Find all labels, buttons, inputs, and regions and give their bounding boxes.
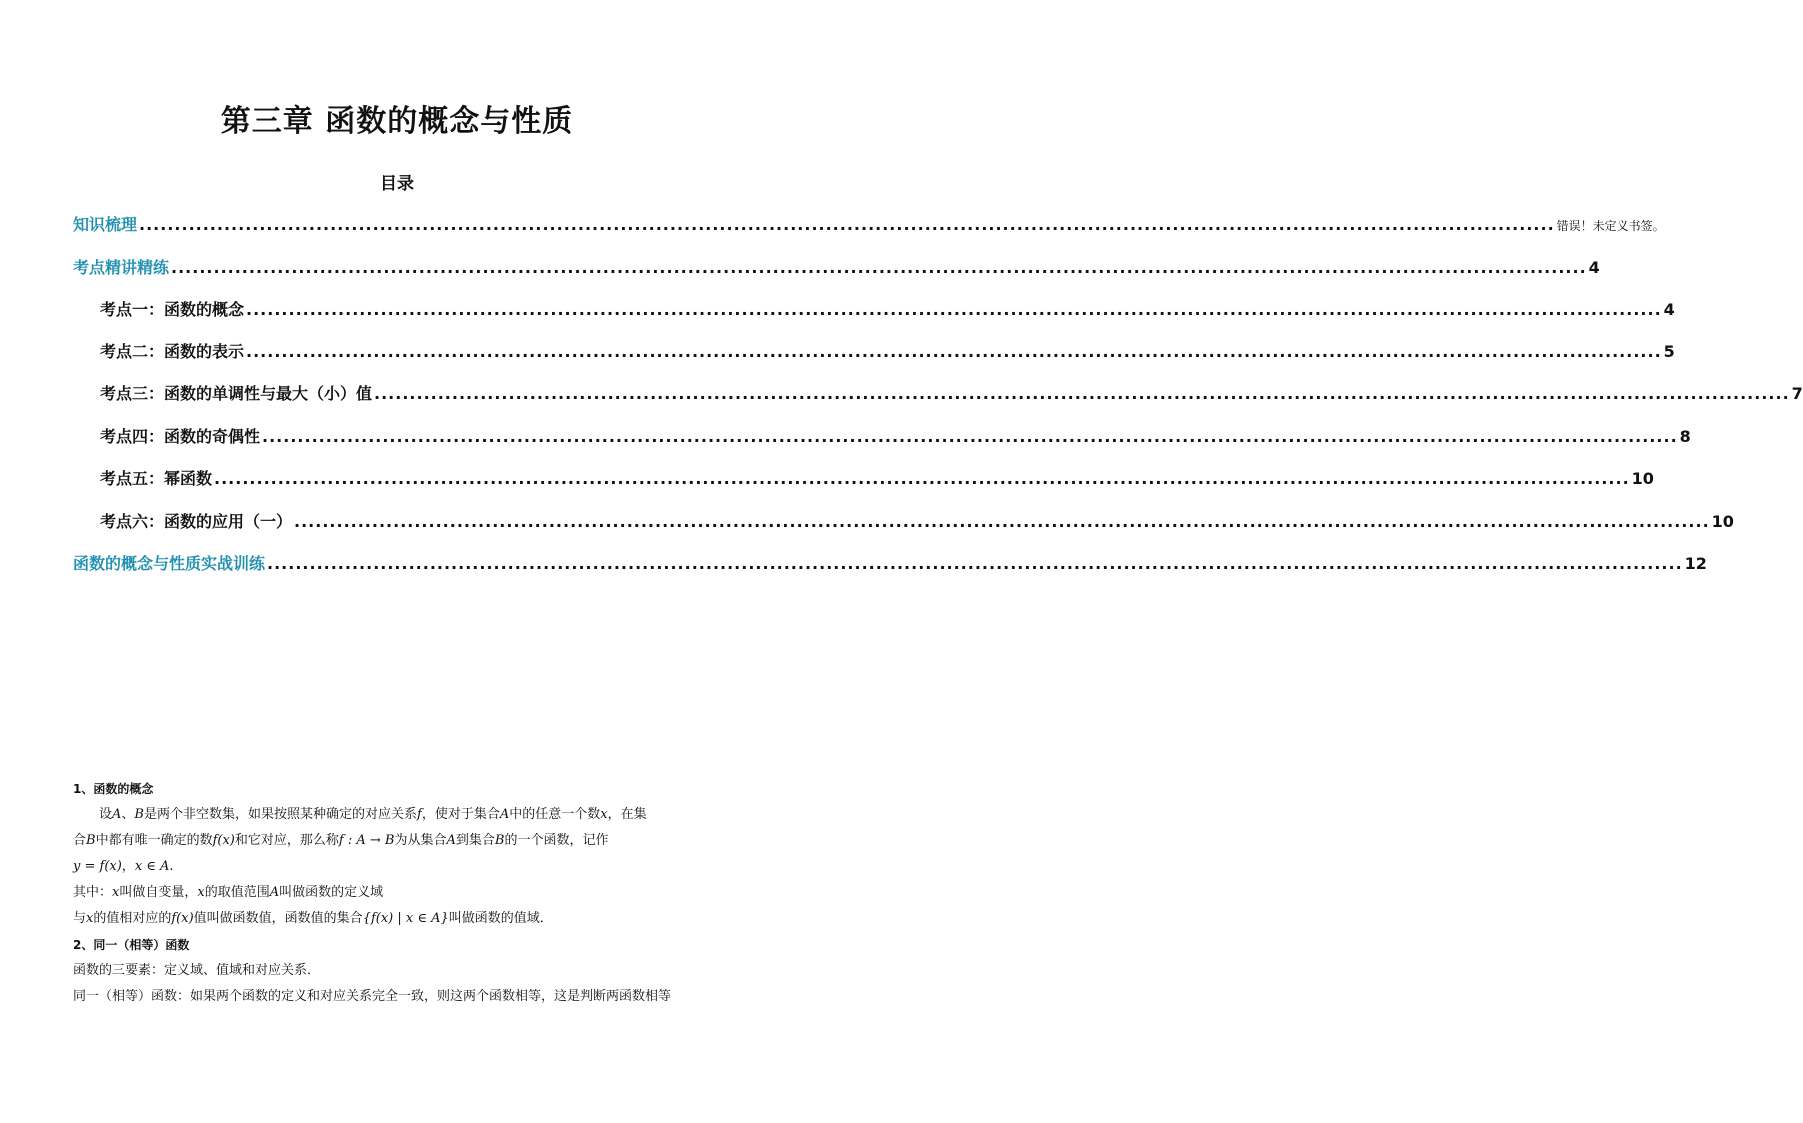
section-heading: 1、函数的概念	[73, 782, 154, 796]
toc-entry-page: 4	[1588, 258, 1600, 277]
toc-entry-label: 考点三：函数的单调性与最大（小）值	[100, 384, 373, 403]
math-expression: y = f(x)	[73, 859, 122, 874]
toc-entry-label: 考点精讲精练	[73, 258, 170, 277]
toc-entry-page: 7	[1791, 384, 1803, 403]
toc-entry-page: 8	[1679, 427, 1691, 446]
toc-entry-label: 知识梳理	[73, 215, 138, 234]
math-symbol: A	[269, 885, 280, 900]
math-symbol: B	[494, 833, 505, 848]
toc-entry-key-points[interactable]	[73, 255, 1600, 277]
toc-leader-dots: ........................................................................................................................................................................................................	[246, 342, 1662, 361]
math-expression: f(x)	[171, 911, 194, 926]
toc-entry-point-3[interactable]	[100, 381, 1803, 403]
toc-entry-label: 考点五：幂函数	[100, 469, 213, 488]
toc-entry-label: 考点六：函数的应用（一）	[100, 512, 293, 531]
definition-line-2: 合B中都有唯一确定的数f(x)和它对应，那么称f : A → B为从集合A到集合B的一个函数，记作	[73, 833, 609, 848]
toc-entry-point-4[interactable]	[100, 424, 1691, 446]
toc-entry-knowledge[interactable]	[73, 212, 1665, 234]
toc-leader-dots: ........................................................................................................................................................................................................	[374, 384, 1790, 403]
toc-entry-label: 考点二：函数的表示	[100, 342, 245, 361]
math-symbol: x	[112, 885, 120, 900]
math-symbol: B	[134, 807, 144, 822]
toc-leader-dots: ........................................................................................................................................................................................................	[246, 300, 1662, 319]
toc-entry-label: 考点一：函数的概念	[100, 300, 245, 319]
toc-entry-point-2[interactable]	[100, 339, 1675, 361]
definition-line-3: y = f(x)，x ∈ A.	[73, 859, 174, 874]
math-symbol: f	[417, 807, 422, 822]
domain-line: 其中：x叫做自变量，x的取值范围A叫做函数的定义域	[73, 885, 384, 900]
section-function-concept	[73, 776, 723, 1010]
toc-heading: 目录	[380, 174, 414, 194]
math-expression: {f(x) | x ∈ A}	[362, 911, 449, 926]
math-expression: f(x)	[212, 833, 235, 848]
toc-entry-label: 考点四：函数的奇偶性	[100, 427, 261, 446]
toc-entry-page: 12	[1684, 554, 1707, 573]
toc-entry-label: 函数的概念与性质实战训练	[73, 554, 266, 573]
toc-entry-page: 5	[1663, 342, 1675, 361]
range-line: 与x的值相对应的f(x)值叫做函数值，函数值的集合{f(x) | x ∈ A}叫做函数的值域．	[73, 911, 553, 926]
toc-leader-dots: ........................................................................................................................................................................................................	[294, 512, 1710, 531]
math-symbol: x	[86, 911, 94, 926]
toc-entry-page: 10	[1711, 512, 1734, 531]
math-expression: x ∈ A	[134, 859, 170, 874]
math-symbol: x	[197, 885, 205, 900]
equal-function-line: 同一（相等）函数：如果两个函数的定义和对应关系完全一致，则这两个函数相等，这是判断两函数相等	[73, 989, 672, 1004]
toc-entry-point-1[interactable]	[100, 297, 1675, 319]
toc-entry-page: 4	[1663, 300, 1675, 319]
math-expression: f : A → B	[338, 833, 395, 848]
toc-leader-dots: ........................................................................................................................................................................................................	[171, 258, 1587, 277]
toc-leader-dots: ........................................................................................................................................................................................................	[267, 554, 1683, 573]
definition-paragraph: 设A、B是两个非空数集，如果按照某种确定的对应关系f，使对于集合A中的任意一个数x，在集	[99, 807, 647, 822]
section-heading: 2、同一（相等）函数	[73, 938, 190, 952]
toc-leader-dots: ........................................................................................................................................................................................................	[139, 215, 1555, 234]
math-symbol: A	[112, 807, 122, 822]
toc-entry-page: 10	[1631, 469, 1654, 488]
math-symbol: A	[446, 833, 456, 848]
toc-entry-page: 错误！未定义书签。	[1556, 219, 1665, 233]
document-title: 第三章 函数的概念与性质	[220, 104, 574, 139]
toc-leader-dots: ........................................................................................................................................................................................................	[214, 469, 1630, 488]
math-symbol: x	[600, 807, 608, 822]
math-symbol: A	[499, 807, 510, 822]
math-symbol: B	[86, 833, 96, 848]
toc-entry-point-5[interactable]	[100, 466, 1654, 488]
toc-entry-point-6[interactable]	[100, 509, 1734, 531]
three-elements-line: 函数的三要素：定义域、值域和对应关系．	[73, 963, 321, 978]
toc-leader-dots: ........................................................................................................................................................................................................	[262, 427, 1678, 446]
toc-entry-practice[interactable]	[73, 551, 1707, 573]
